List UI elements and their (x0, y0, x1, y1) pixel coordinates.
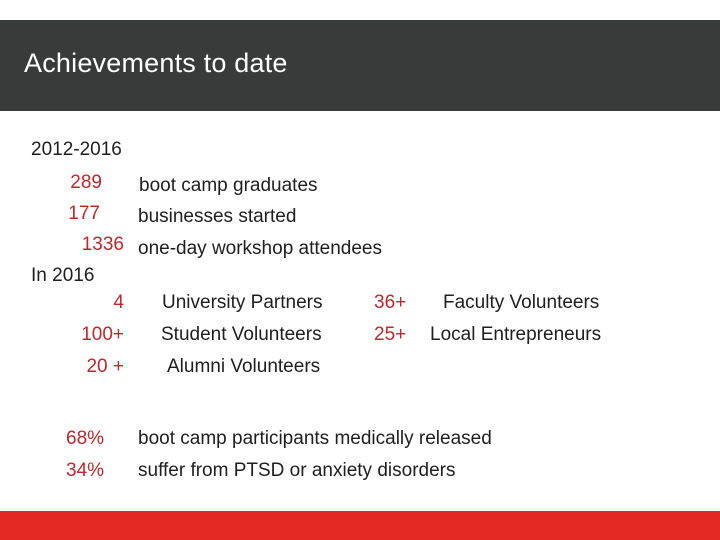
stat-label: Faculty Volunteers (443, 292, 600, 313)
stat-label: Student Volunteers (161, 324, 322, 345)
stat-value: 34% (66, 460, 105, 481)
footer-accent-bar (0, 511, 720, 540)
period-heading-2016: In 2016 (31, 265, 95, 286)
stat-value: 36+ (374, 292, 407, 313)
slide-title: Achievements to date (24, 48, 288, 78)
stat-label: boot camp participants medically released (138, 428, 492, 449)
stat-value: 68% (66, 428, 105, 449)
top-strip (0, 0, 720, 20)
stat-value: 20 + (86, 356, 124, 377)
period-heading-2012-2016: 2012-2016 (31, 139, 122, 160)
stat-value: 289 (70, 172, 102, 193)
stat-value: 4 (113, 292, 124, 313)
stat-label: boot camp graduates (139, 175, 318, 196)
stat-label: University Partners (162, 292, 323, 313)
stat-label: businesses started (138, 206, 297, 227)
stat-label: Alumni Volunteers (167, 356, 321, 377)
stat-value: 100+ (81, 324, 124, 345)
stat-value: 25+ (374, 324, 407, 345)
stat-value: 1336 (81, 234, 124, 255)
stat-label: one-day workshop attendees (138, 238, 382, 259)
stat-value: 177 (68, 203, 100, 224)
stat-label: Local Entrepreneurs (430, 324, 602, 345)
stat-label: suffer from PTSD or anxiety disorders (138, 460, 456, 481)
